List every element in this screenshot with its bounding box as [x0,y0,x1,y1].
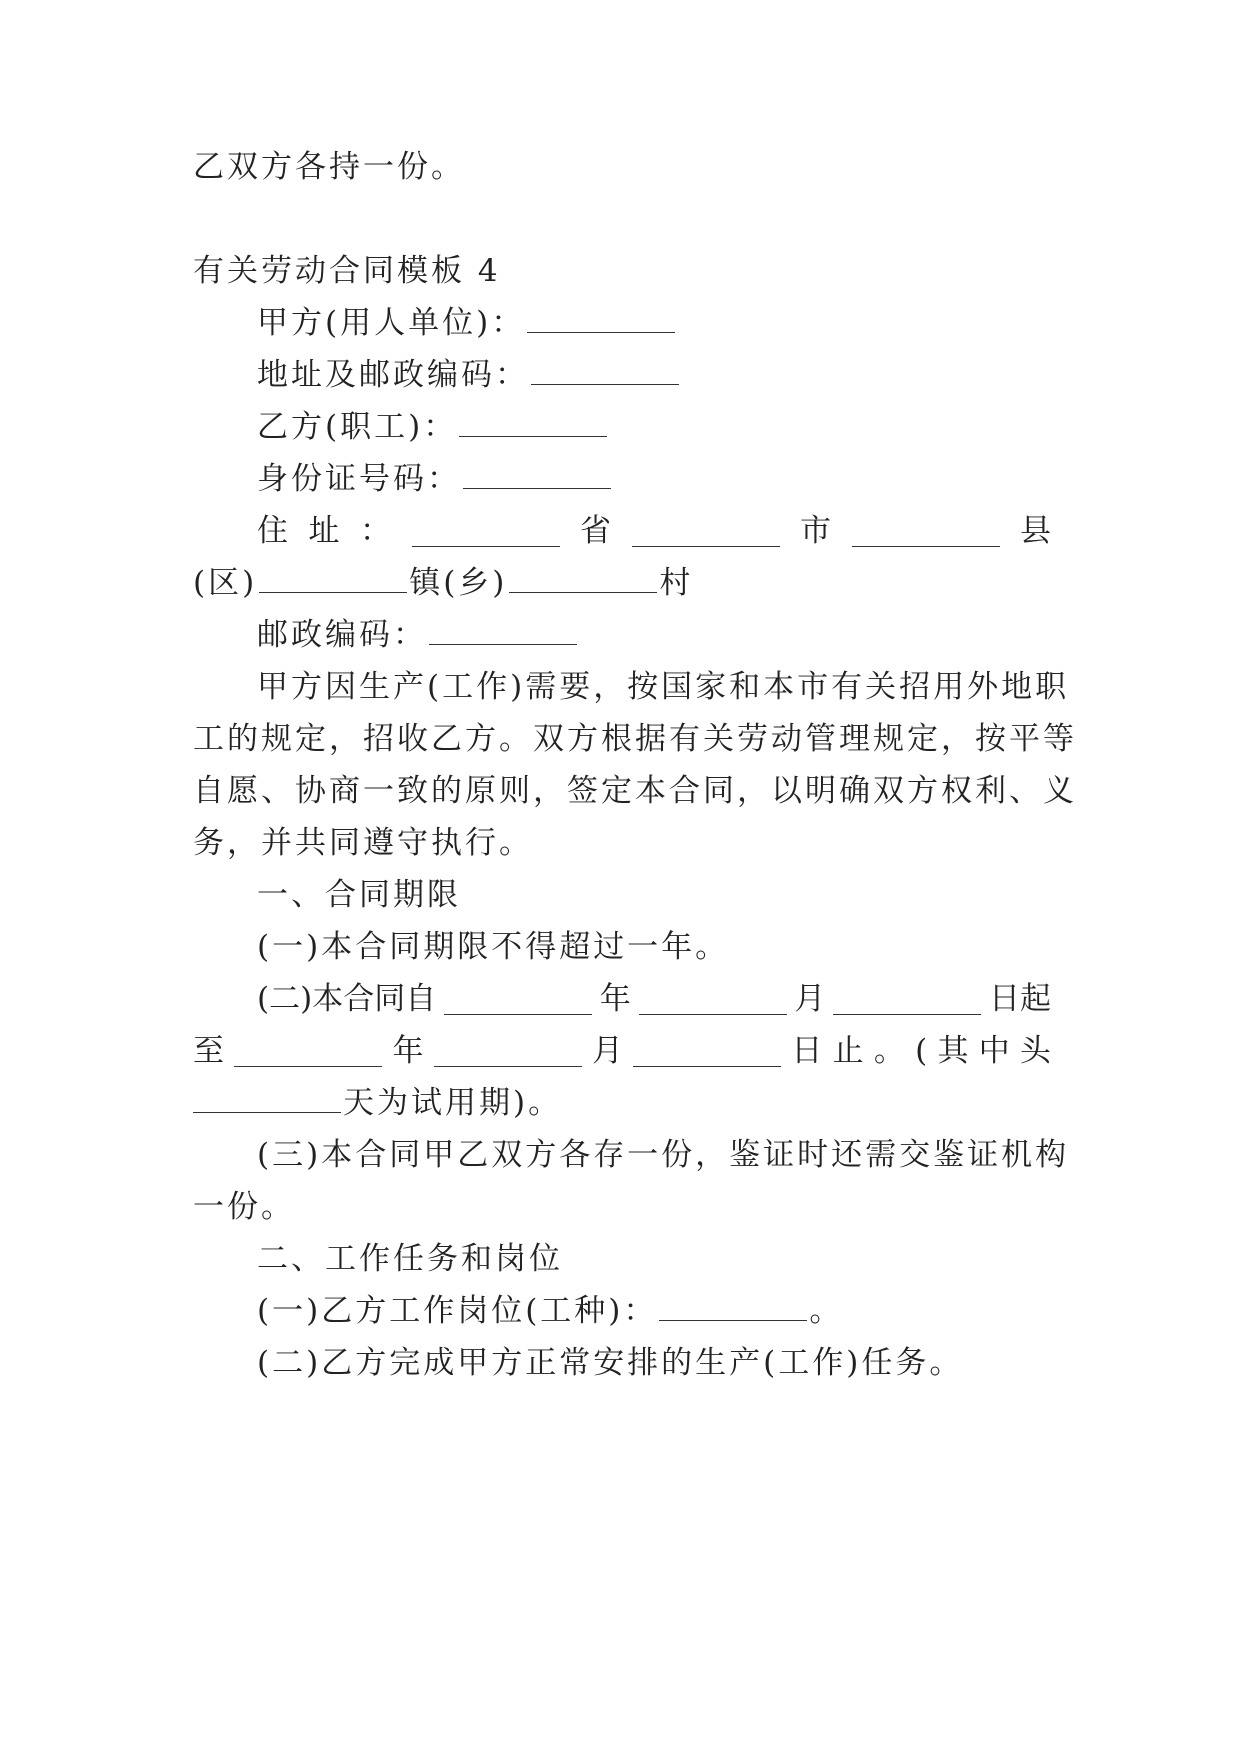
item-text: (三)本合同甲乙双方各存一份，鉴证时还需交鉴证机构 [257,1137,1070,1173]
clause-heading [193,871,1051,919]
item-text: (一)本合同期限不得超过一年。 [257,929,730,965]
field-label: 乙方(职工)： [257,409,458,445]
field-label: 甲方(用人单位)： [257,305,526,341]
contract-term-field-cont [193,1027,1051,1075]
text-char: 头 [1019,1033,1051,1069]
residence-char: ： [360,513,391,549]
residence-field-cont [193,559,1051,607]
item-text: 天为试用期)。 [343,1085,563,1121]
text-char: 。 [873,1033,905,1069]
month-label: 月 [794,981,826,1017]
text-char: 止 [832,1033,864,1069]
fill-blank [234,1036,382,1067]
text-char: 其 [937,1033,969,1069]
fill-blank [459,406,607,437]
fill-blank [259,562,407,593]
fill-blank [639,984,787,1015]
to-label: 至 [193,1033,224,1069]
county-label: 县 [1020,513,1051,549]
fill-blank [633,1036,781,1067]
clause-item [193,1131,1070,1179]
job-position-field [193,1287,1051,1335]
paragraph-line [193,715,1077,763]
document-page [193,0,1077,1754]
line-text: 甲方因生产(工作)需要，按国家和本市有关招用外地职 [257,669,1070,705]
month-label: 月 [591,1033,623,1069]
title-text: 有关劳动合同模板 4 [193,253,501,289]
residence-field [193,507,1051,555]
town-label: 镇(乡) [409,565,508,601]
field-label: 身份证号码： [257,461,461,497]
heading-text: 一、合同期限 [257,877,461,913]
fill-blank [444,984,592,1015]
fill-blank [852,516,1000,547]
item-text: 一份。 [193,1189,295,1225]
text-char: ( [915,1033,928,1069]
fill-blank [193,1082,341,1113]
text-char: 中 [978,1033,1010,1069]
fill-blank [833,984,981,1015]
id-number-field [193,455,1051,503]
period-mark: 。 [809,1293,844,1329]
line-text: 工的规定，招收乙方。双方根据有关劳动管理规定，按平等 [193,721,1077,757]
paragraph-line [193,767,1077,815]
fill-blank [412,516,560,547]
province-label: 省 [580,513,611,549]
field-label: 邮政编码： [257,617,427,653]
residence-char: 住 [257,513,288,549]
paragraph-line [193,819,1051,867]
paragraph-line [193,663,1070,711]
fill-blank [531,354,679,385]
fill-blank [632,516,780,547]
fill-blank [527,302,675,333]
district-label: (区) [193,565,258,601]
line-text: 乙双方各持一份。 [193,149,465,185]
line-text: 自愿、协商一致的原则，签定本合同，以明确双方权利、义 [193,773,1077,809]
party-a-field [193,299,1051,347]
field-label: 地址及邮政编码： [257,357,529,393]
postcode-field [193,611,1051,659]
fill-blank [429,614,577,645]
party-b-field [193,403,1051,451]
fill-blank [463,458,611,489]
probation-field [193,1079,1051,1127]
item-text: (二)乙方完成甲方正常安排的生产(工作)任务。 [257,1345,964,1381]
item-text: (二)本合同自 [257,981,437,1017]
clause-item [193,1339,1051,1387]
address-postcode-field [193,351,1051,399]
day-start-label: 日起 [988,981,1051,1017]
text-line [193,143,1051,191]
year-label: 年 [599,981,631,1017]
clause-item [193,923,1051,971]
line-text: 务，并共同遵守执行。 [193,825,533,861]
contract-term-field [193,975,1051,1023]
city-label: 市 [800,513,831,549]
fill-blank [509,562,657,593]
fill-blank [434,1036,582,1067]
residence-char: 址 [308,513,340,549]
item-text: (一)乙方工作岗位(工种)： [257,1293,658,1329]
text-char: 日 [791,1033,823,1069]
clause-heading [193,1235,1051,1283]
year-label: 年 [392,1033,424,1069]
clause-item-cont [193,1183,1051,1231]
fill-blank [659,1290,807,1321]
village-label: 村 [659,565,694,601]
section-title [193,247,1051,295]
heading-text: 二、工作任务和岗位 [257,1241,563,1277]
